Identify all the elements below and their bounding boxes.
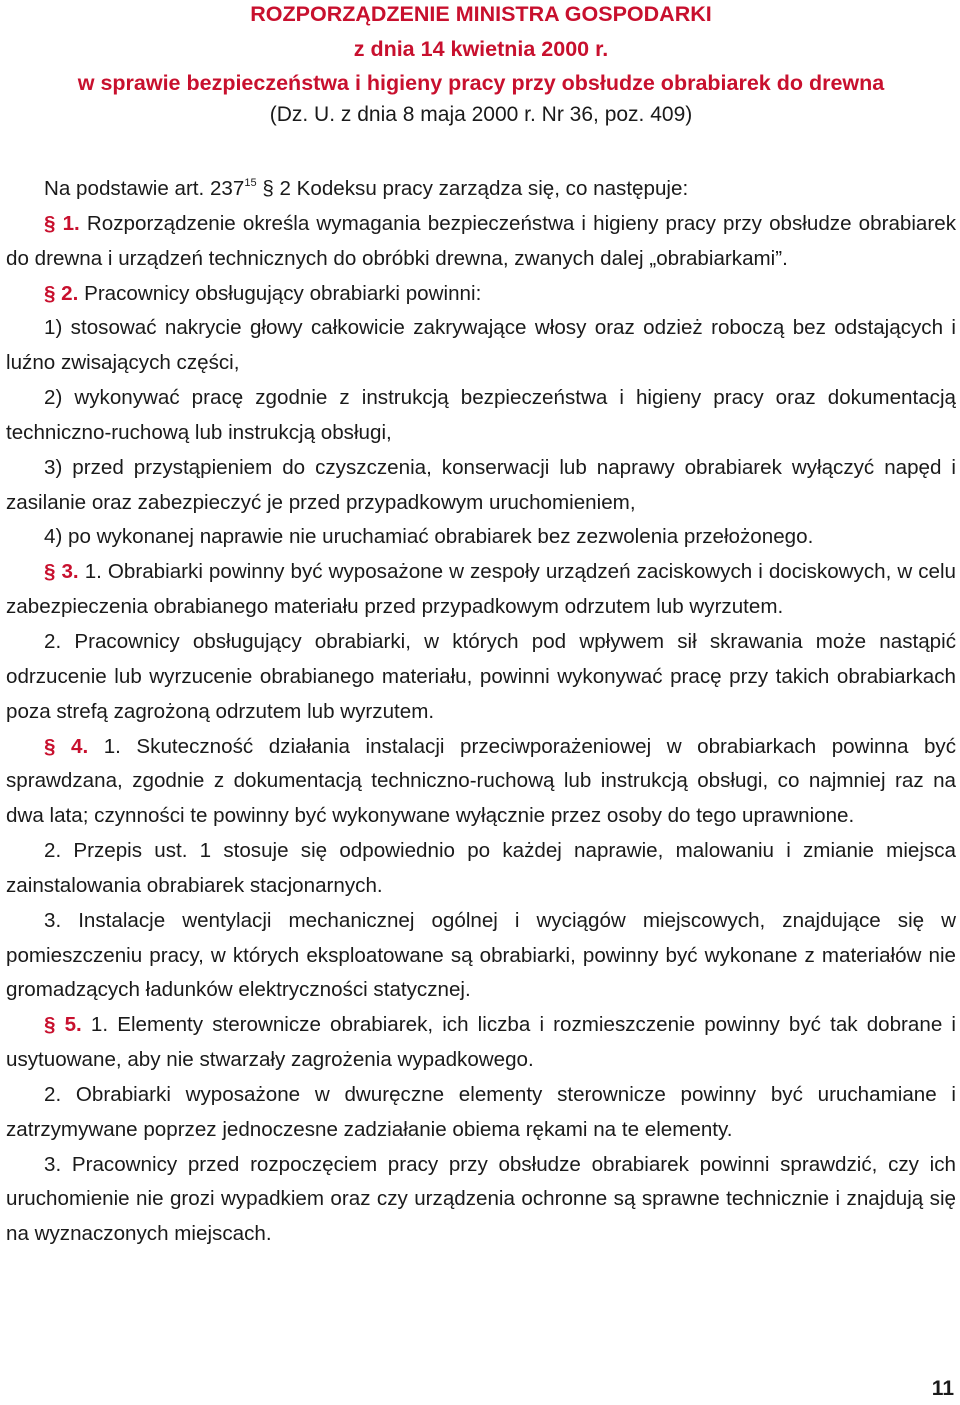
section-paragraph: 2. Pracownicy obsługujący obrabiarki, w których pod wpływem sił skrawania może nastąpić odrzucenie lub wyrzucenie obrabianego materiału, powinni wykonywać pracę przy takich obrabiarkach poza strefą zagrożoną odrzutem lub wyrzutem. [6,629,956,723]
section-text: 1. Elementy sterownicze obrabiarek, ich liczba i rozmieszczenie powinny być tak dobrane i usytuowane, aby nie stwarzały zagrożenia wypadkowego. [6,1013,956,1072]
section-text: 1. Obrabiarki powinny być wyposażone w zespoły urządzeń zaciskowych i dociskowych, w celu zabezpieczenia obrabianego materiału przed przypadkowym odrzutem lub wyrzutem. [6,560,956,619]
intro-paragraph [6,172,956,207]
regulation-body [6,172,956,1252]
list-item: 3) przed przystąpieniem do czyszczenia, konserwacji lub naprawy obrabiarek wyłączyć napęd i zasilanie oraz zabezpieczyć je przed przypadkowym uruchomieniem, [6,455,956,514]
section-mark: § 3. [44,560,79,584]
publication-reference: (Dz. U. z dnia 8 maja 2000 r. Nr 36, poz. 409) [269,103,693,126]
section-mark: § 4. [44,734,89,758]
section-2 [6,277,956,312]
list-item: 1) stosować nakrycie głowy całkowicie zakrywające włosy oraz odzież roboczą bez odstających i luźno zwisających części, [6,316,956,375]
section-5 [6,1008,956,1078]
regulation-title: ROZPORZĄDZENIE MINISTRA GOSPODARKI [250,2,712,26]
regulation-subject: w sprawie bezpieczeństwa i higieny pracy przy obsłudze obrabiarek do drewna [77,71,885,95]
section-paragraph: 3. Pracownicy przed rozpoczęciem pracy przy obsłudze obrabiarek powinni sprawdzić, czy ich uruchomienie nie grozi wypadkiem oraz czy urządzenia ochronne są sprawne technicznie i znajdują się na wyznaczonych miejscach. [6,1152,956,1246]
section-mark: § 1. [44,211,80,235]
page-number: 11 [931,1377,954,1400]
intro-text: Na podstawie art. 237 [44,177,245,200]
section-paragraph: 2. Przepis ust. 1 stosuje się odpowiednio po każdej naprawie, malowaniu i zmianie miejsca zainstalowania obrabiarek stacjonarnych. [6,839,956,897]
section-1 [6,207,956,277]
section-paragraph: 2. Obrabiarki wyposażone w dwuręczne elementy sterownicze powinny być uruchamiane i zatrzymywane poprzez jednoczesne zadziałanie obiema rękami na te elementy. [6,1082,956,1141]
regulation-date: z dnia 14 kwietnia 2000 r. [353,37,609,61]
section-text: 1. Skuteczność działania instalacji przeciwporażeniowej w obrabiarkach powinna być sprawdzana, zgodnie z dokumentacją techniczno-ruchową lub instrukcją obsługi, co najmniej raz na dwa lata; czynności te powinny być wykonywane wyłącznie przez osoby do tego uprawnione. [6,734,956,828]
section-mark: § 2. [44,281,79,305]
intro-text-rest: § 2 Kodeksu pracy zarządza się, co następuje: [256,177,689,200]
section-text: Pracownicy obsługujący obrabiarki powinni: [78,281,482,305]
section-paragraph: 3. Instalacje wentylacji mechanicznej ogólnej i wyciągów miejscowych, znajdujące się w pomieszczeniu pracy, w których eksploatowane są obrabiarki, powinny być wykonane z materiałów nie gromadzących ładunków elektryczności statycznej. [6,908,956,1002]
section-4 [6,730,956,835]
section-3 [6,555,956,625]
list-item: 4) po wykonanej naprawie nie uruchamiać obrabiarek bez zezwolenia przełożonego. [44,525,814,549]
intro-superscript: 15 [244,177,257,189]
section-text: Rozporządzenie określa wymagania bezpieczeństwa i higieny pracy przy obsłudze obrabiarek do drewna i urządzeń technicznych do obróbki drewna, zwanych dalej „obrabiarkami”. [6,211,956,270]
section-mark: § 5. [44,1013,82,1037]
list-item: 2) wykonywać pracę zgodnie z instrukcją bezpieczeństwa i higieny pracy oraz dokumentacją techniczno-ruchową lub instrukcją obsługi, [6,386,956,444]
